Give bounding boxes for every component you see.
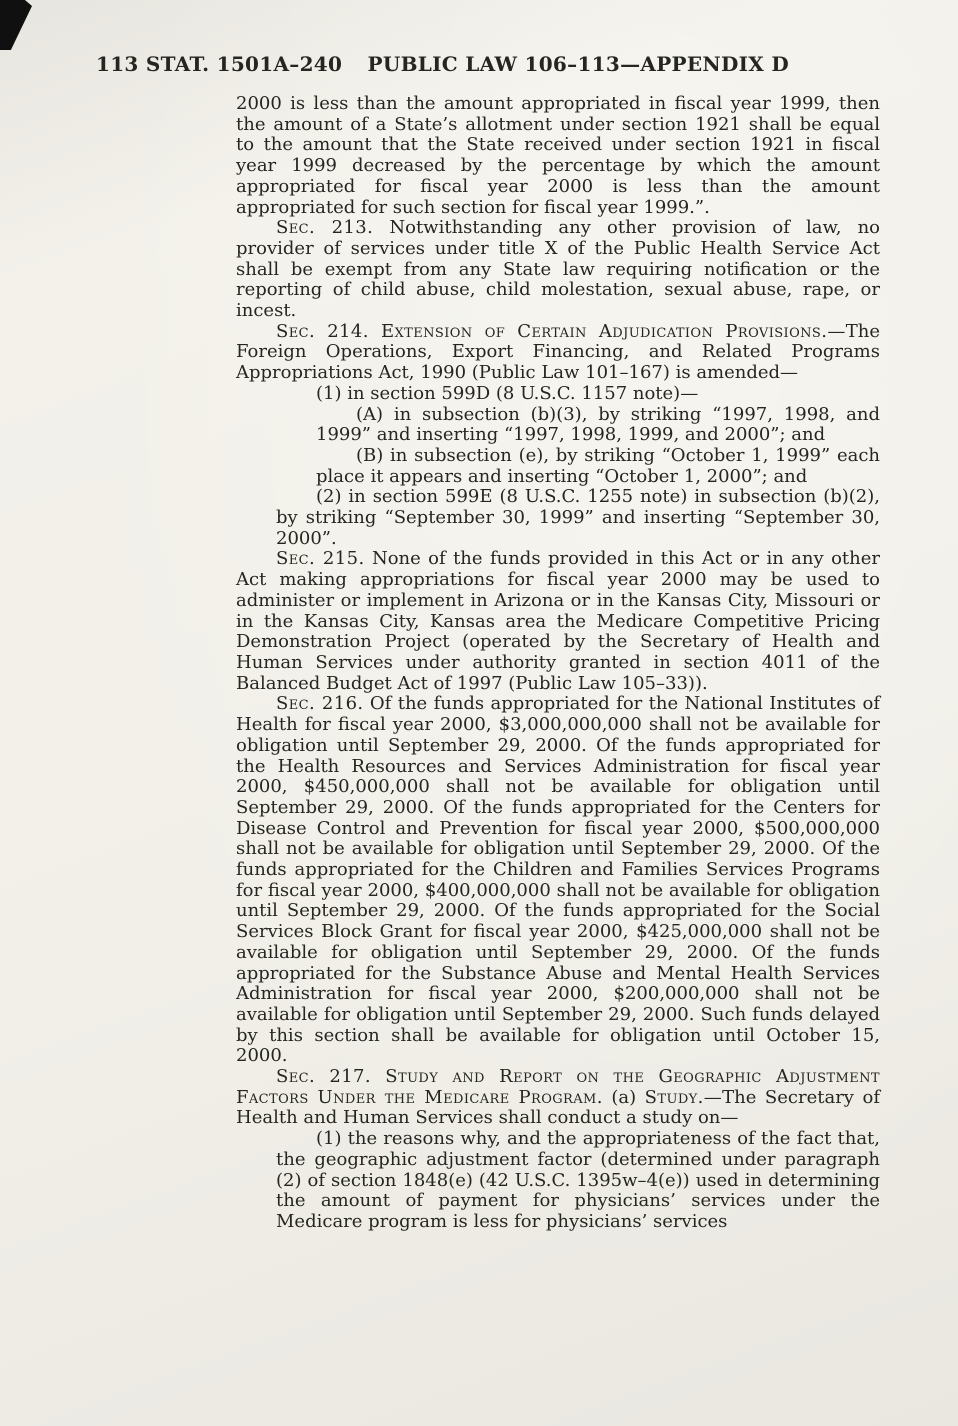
paragraph	[236, 694, 880, 1067]
statute-text	[236, 94, 880, 1233]
paragraph	[236, 218, 880, 322]
text-run: (2) in section 599E (8 U.S.C. 1255 note) in subsection (b)(2), by striking “September 30, 1999” and inserting “September 30, 2000”.	[276, 486, 880, 549]
small-caps-run: Sec. 213.	[276, 217, 374, 239]
small-caps-run: Study.—	[644, 1086, 723, 1108]
text-run: (1) in section 599D (8 U.S.C. 1157 note)—	[316, 382, 699, 404]
text-run: None of the funds provided in this Act or in any other Act making appropriations for fiscal year 2000 may be used to administer or implement in Arizona or in the Kansas City, Missouri or in the Kansas City, Kansas area the Medicare Competitive Pricing Demonstration Project (operated by the Secretary of Health and Human Services under authority granted in section 4011 of the Balanced Budget Act of 1997 (Public Law 105–33)).	[236, 548, 880, 694]
paragraph	[276, 487, 880, 549]
law-title: PUBLIC LAW 106–113—APPENDIX D	[367, 52, 790, 76]
page-header	[96, 52, 789, 76]
paragraph	[236, 94, 880, 218]
paragraph	[236, 1067, 880, 1129]
small-caps-run: Sec. 216.	[276, 693, 364, 715]
paragraph	[316, 405, 880, 446]
text-run: Of the funds appropriated for the National Institutes of Health for fiscal year 2000, $3,000,000,000 shall not be available for obligation until September 29, 2000. Of the funds appropriated for the Health Resources and Services Administration for fiscal year 2000, $450,000,000 shall not be available for obligation until September 29, 2000. Of the funds appropriated for the Centers for Disease Control and Prevention for fiscal year 2000, $500,000,000 shall not be available for obligation until September 29, 2000. Of the funds appropriated for the Children and Families Services Programs for fiscal year 2000, $400,000,000 shall not be available for obligation until September 29, 2000. Of the funds appropriated for the Social Services Block Grant for fiscal year 2000, $425,000,000 shall not be available for obligation until September 29, 2000. Of the funds appropriated for the Substance Abuse and Mental Health Services Administration for fiscal year 2000, $200,000,000 shall not be available for obligation until September 29, 2000. Such funds delayed by this section shall be available for obligation until October 15, 2000.	[236, 693, 881, 1067]
paragraph	[236, 549, 880, 694]
paragraph	[276, 1129, 880, 1233]
text-run: Notwithstanding any other provision of law, no provider of services under title X of the Public Health Service Act shall be exempt from any State law requiring notification or the reporting of child abuse, child molestation, sexual abuse, rape, or incest.	[236, 217, 880, 322]
text-run: 2000 is less than the amount appropriated in fiscal year 1999, then the amount of a State’s allotment under section 1921 shall be equal to the amount that the State received under section 1921 in fiscal year 1999 decreased by the percentage by which the amount appropriated for fiscal year 2000 is less than the amount appropriated for such section for fiscal year 1999.”.	[236, 93, 880, 218]
text-run: (a)	[602, 1086, 645, 1108]
small-caps-run: Sec. 217. Study and Report on the Geographic Adjustment Factors Under the Medicare Program.	[236, 1066, 880, 1108]
statute-page-number: 113 STAT. 1501A–240	[96, 52, 343, 76]
scan-corner-artifact	[0, 0, 32, 50]
text-run: (B) in subsection (e), by striking “October 1, 1999” each place it appears and inserting “October 1, 2000”; and	[316, 444, 880, 487]
paragraph	[236, 322, 880, 384]
paragraph	[276, 384, 880, 405]
text-run: The Foreign Operations, Export Financing, and Related Programs Appropriations Act, 1990 (Public Law 101–167) is amended—	[236, 320, 880, 384]
paragraph	[316, 446, 880, 487]
small-caps-run: Sec. 215.	[276, 548, 365, 570]
small-caps-run: Sec. 214. Extension of Certain Adjudication Provisions.—	[276, 320, 846, 342]
text-run: The Secretary of Health and Human Services shall conduct a study on—	[236, 1086, 880, 1129]
text-run: (1) the reasons why, and the appropriateness of the fact that, the geographic adjustment factor (determined under paragraph (2) of section 1848(e) (42 U.S.C. 1395w–4(e)) used in determining the amount of payment for physicians’ services under the Medicare program is less for physicians’ services	[276, 1128, 880, 1232]
text-run: (A) in subsection (b)(3), by striking “1997, 1998, and 1999” and inserting “1997, 1998, 1999, and 2000”; and	[316, 403, 880, 446]
